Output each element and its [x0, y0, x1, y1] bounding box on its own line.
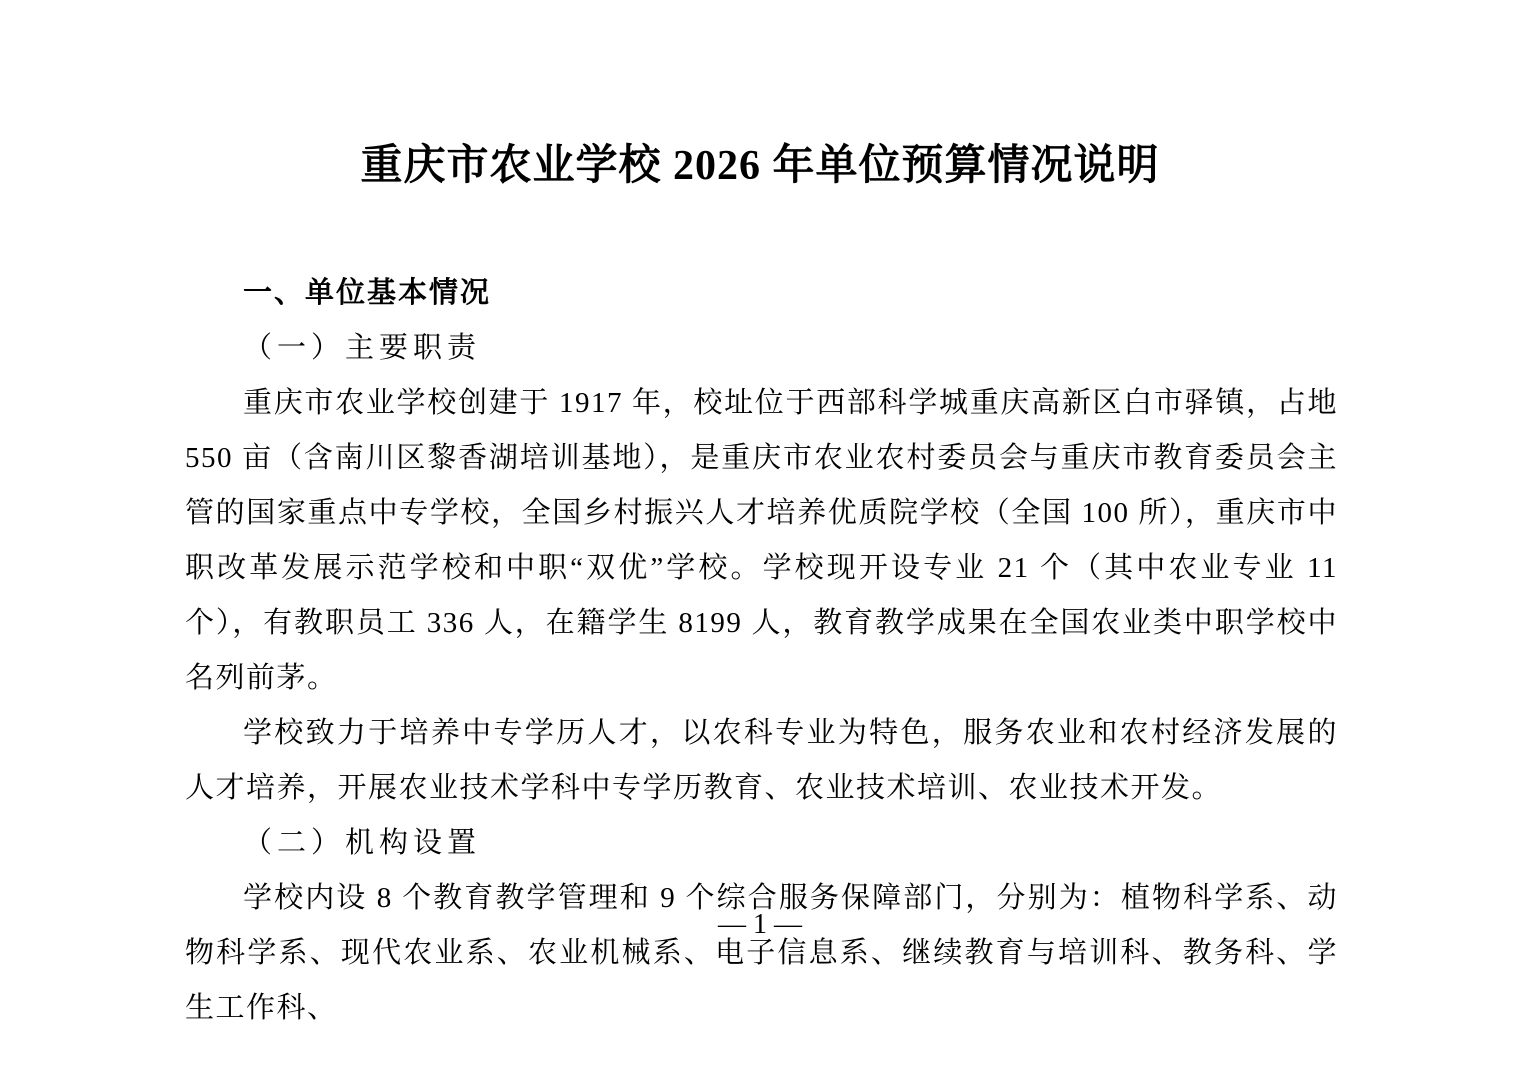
page-number: — 1 — [718, 909, 802, 940]
paragraph-departments: 学校内设 8 个教育教学管理和 9 个综合服务保障部门，分别为：植物科学系、动物科学系、现代农业系、农业机械系、电子信息系、继续教育与培训科、教务科、学生工作科、 [185, 882, 1338, 1024]
subsection-heading-org-structure: （二）机构设置 [243, 827, 482, 859]
paragraph-school-overview: 重庆市农业学校创建于 1917 年，校址位于西部科学城重庆高新区白市驿镇，占地 550 亩（含南川区黎香湖培训基地），是重庆市农业农村委员会与重庆市教育委员会主管的国家重点中专学校，全国乡村振兴人才培养优质院学校（全国 100 所），重庆市中职改革发展示范学校和中职“双优”学校。学校现开设专业 21 个（其中农业专业 11 个），有教职员工 336 人，在籍学生 8199 人，教育教学成果在全国农业类中职学校中名列前茅。 [185, 387, 1338, 694]
section-heading-basic-info: 一、单位基本情况 [243, 277, 492, 309]
subsection-heading-main-duties: （一）主要职责 [243, 332, 482, 364]
paragraph-school-mission: 学校致力于培养中专学历人才，以农科专业为特色，服务农业和农村经济发展的人才培养，开展农业技术学科中专学历教育、农业技术培训、农业技术开发。 [185, 717, 1338, 804]
document-title: 重庆市农业学校 2026 年单位预算情况说明 [360, 143, 1160, 189]
